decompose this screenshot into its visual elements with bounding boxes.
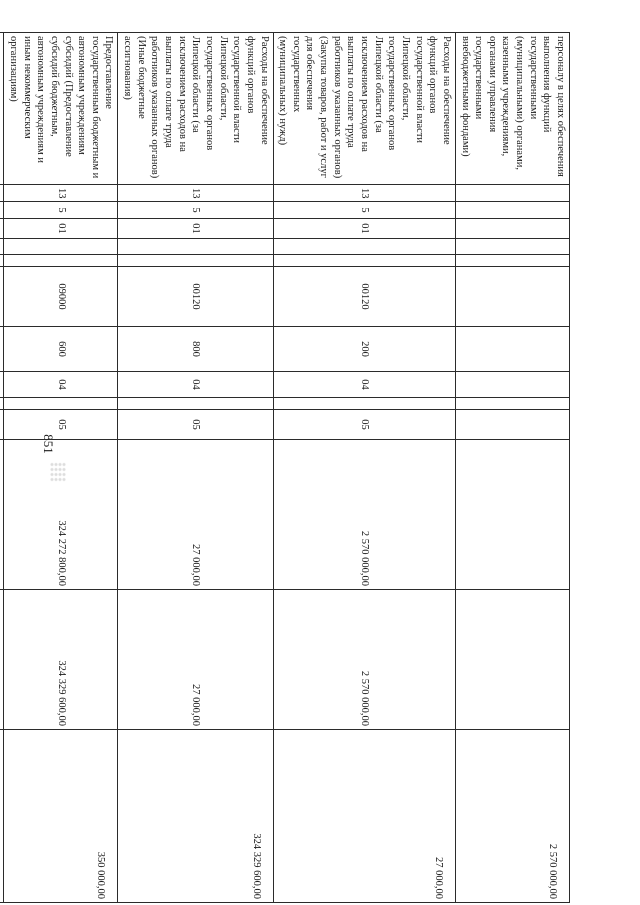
code-f: 04 xyxy=(118,372,273,398)
code-vr: 800 xyxy=(118,327,273,372)
code-empty2 xyxy=(455,398,569,410)
code-sub xyxy=(0,239,4,255)
code-csr xyxy=(0,267,4,327)
code-empty xyxy=(273,255,455,267)
code-empty xyxy=(0,255,4,267)
code-empty xyxy=(118,255,273,267)
code-c: 05 xyxy=(4,410,118,440)
code-f xyxy=(455,372,569,398)
code-gl: 13 xyxy=(4,185,118,202)
code-rz xyxy=(455,202,569,219)
row-name: персоналу в целях обеспечения выполнения функций государственными (муниципальными) органами, казенными учреждениями, органами управления государственными внебюджетными фондами) xyxy=(455,33,569,185)
row-name: Предоставление государственным бюджетным и автономным учреждениям субсидий (Предоставление субсидий бюджетным, автономным учреждениям и иным некоммерческим организациям) xyxy=(4,33,118,185)
value-2019 xyxy=(0,590,4,730)
code-vr: 600 xyxy=(4,327,118,372)
table-row xyxy=(118,33,273,903)
budget-table xyxy=(0,32,570,903)
code-sub xyxy=(455,239,569,255)
code-gl xyxy=(0,185,4,202)
code-empty2 xyxy=(0,398,4,410)
code-c: 05 xyxy=(273,410,455,440)
value-2018: 27 000,00 xyxy=(118,440,273,590)
value-2020 xyxy=(0,730,4,903)
value-2018: 324 272 800,00 xyxy=(4,440,118,590)
code-csr xyxy=(455,267,569,327)
code-gl: 13 xyxy=(118,185,273,202)
code-pr: 01 xyxy=(273,219,455,239)
row-name: Расходы на обеспечение функций органов государственной власти Липецкой области, государственных органов Липецкой области (за исключением расходов на выплаты по оплате труда работников указанных органов) (Иные бюджетные ассигнования) xyxy=(118,33,273,185)
code-pr xyxy=(0,219,4,239)
page-number: 851 xyxy=(41,434,56,454)
value-2019 xyxy=(455,590,569,730)
code-c: 05 xyxy=(118,410,273,440)
value-2020: 27 000,00 xyxy=(273,730,455,903)
row-name xyxy=(0,33,4,185)
value-2018 xyxy=(0,440,4,590)
value-2020: 2 570 000,00 xyxy=(455,730,569,903)
row-name: Расходы на обеспечение функций органов государственной власти Липецкой области, государственных органов Липецкой области (за исключением расходов на выплаты по оплате труда работников указанных органов) (Закупка товаров, работ и услуг для обеспечения государственных (муниципальных) нужд) xyxy=(273,33,455,185)
table-row xyxy=(273,33,455,903)
code-empty xyxy=(4,255,118,267)
code-vr: 200 xyxy=(273,327,455,372)
code-c xyxy=(0,410,4,440)
code-rz: 5 xyxy=(273,202,455,219)
code-csr: 00120 xyxy=(118,267,273,327)
value-2020: 350 000,00 xyxy=(4,730,118,903)
value-2019: 27 000,00 xyxy=(118,590,273,730)
code-rz: 5 xyxy=(118,202,273,219)
code-empty xyxy=(455,255,569,267)
code-empty2 xyxy=(4,398,118,410)
value-2018 xyxy=(455,440,569,590)
code-vr xyxy=(0,327,4,372)
table-row xyxy=(455,33,569,903)
code-pr: 01 xyxy=(118,219,273,239)
code-sub xyxy=(4,239,118,255)
code-f: 04 xyxy=(4,372,118,398)
table-row xyxy=(0,33,4,903)
code-pr: 01 xyxy=(4,219,118,239)
code-empty2 xyxy=(273,398,455,410)
code-csr: 00120 xyxy=(273,267,455,327)
value-2018: 2 570 000,00 xyxy=(273,440,455,590)
code-f xyxy=(0,372,4,398)
code-sub xyxy=(118,239,273,255)
value-2019: 2 570 000,00 xyxy=(273,590,455,730)
value-2020: 324 329 600,00 xyxy=(118,730,273,903)
code-empty2 xyxy=(118,398,273,410)
code-sub xyxy=(273,239,455,255)
code-csr: 09000 xyxy=(4,267,118,327)
code-c xyxy=(455,410,569,440)
code-vr xyxy=(455,327,569,372)
code-gl: 13 xyxy=(273,185,455,202)
code-rz: 5 xyxy=(4,202,118,219)
code-gl xyxy=(455,185,569,202)
code-f: 04 xyxy=(273,372,455,398)
value-2019: 324 329 600,00 xyxy=(4,590,118,730)
table-row xyxy=(4,33,118,903)
code-pr xyxy=(455,219,569,239)
code-rz xyxy=(0,202,4,219)
